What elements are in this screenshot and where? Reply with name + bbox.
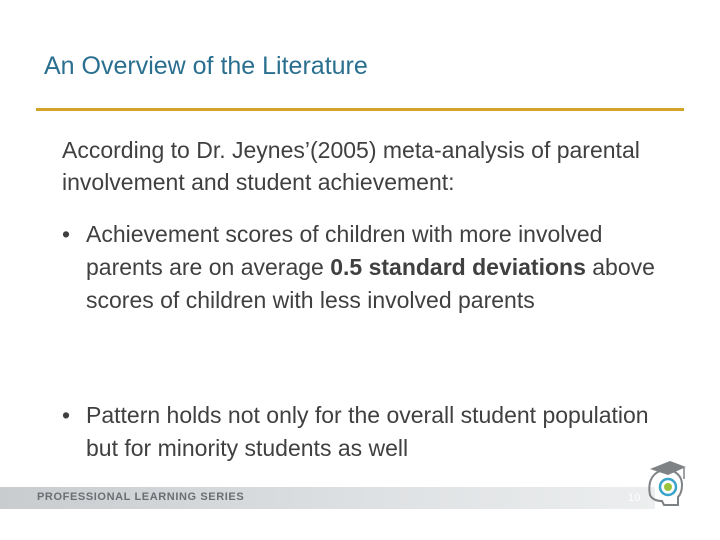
intro-paragraph: According to Dr. Jeynes’(2005) meta-analysis of parental involvement and student achievement: <box>62 137 640 195</box>
graduation-head-logo-icon <box>640 455 688 511</box>
bullet-icon: • <box>62 221 71 247</box>
footer-series-label: PROFESSIONAL LEARNING SERIES <box>37 491 245 503</box>
bullet-icon: • <box>62 402 71 428</box>
bullet-minority-students <box>62 399 672 465</box>
title-divider <box>36 108 684 111</box>
slide-title: An Overview of the Literature <box>44 52 368 80</box>
bullet-achievement-scores <box>62 218 672 317</box>
page-number: 10 <box>628 492 641 504</box>
bullet-text: Achievement scores of children with more involved parents are on average 0.5 standard deviations above scores of children with less involved parents <box>86 221 655 313</box>
bold-emphasis: 0.5 standard deviations <box>330 254 586 280</box>
bullet-text: Pattern holds not only for the overall student population but for minority students as well <box>86 402 649 461</box>
